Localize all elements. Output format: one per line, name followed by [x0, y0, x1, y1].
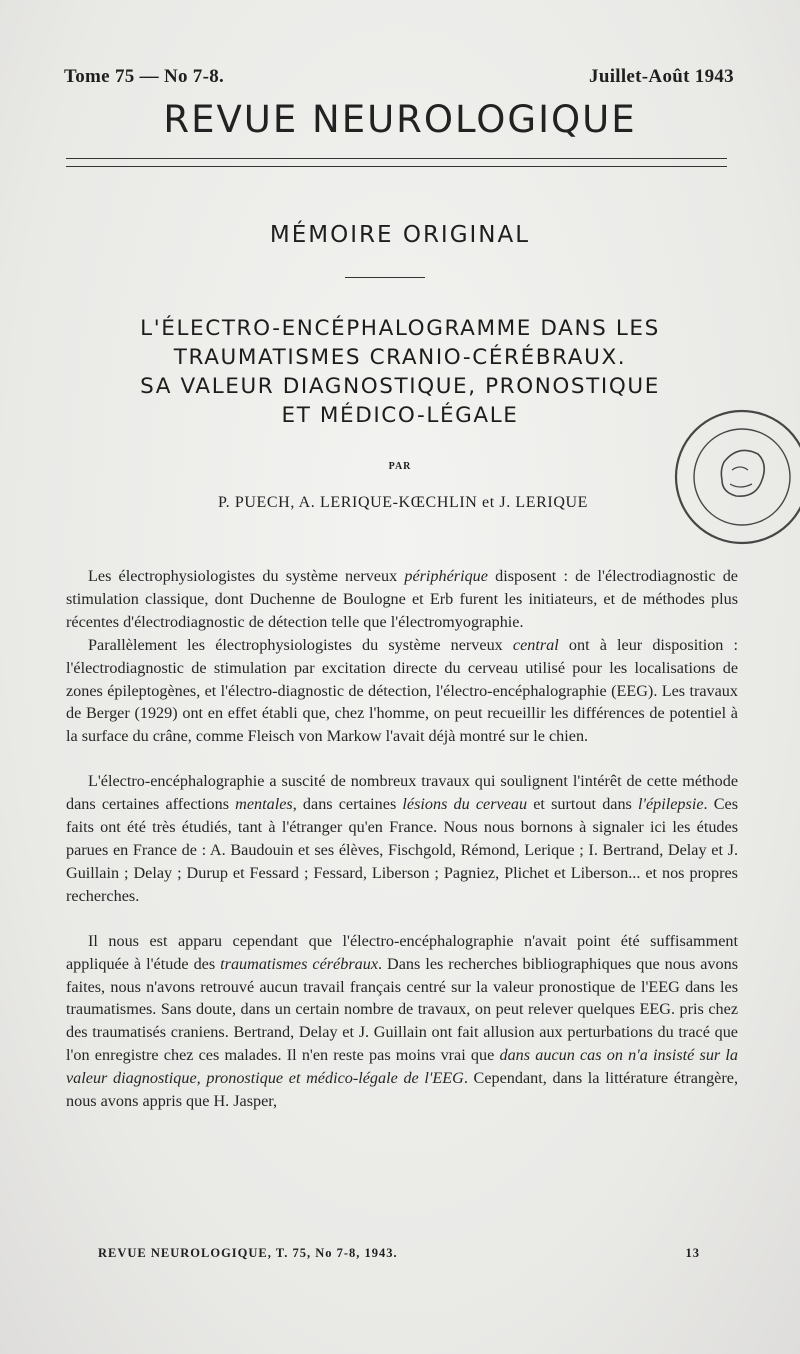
paragraph: Les électrophysiologistes du système nerveux périphérique disposent : de l'électrodiagnostic de stimulation classique, dont Duchenne de Boulogne et Erb furent les initiateurs, et de méthodes plus récentes d'électrodiagnostic de détection telle que l'électromyographie. — [66, 567, 738, 631]
section-divider — [345, 277, 425, 278]
library-stamp — [672, 392, 800, 562]
page-footer — [98, 1246, 700, 1261]
journal-title: REVUE NEUROLOGIQUE — [163, 98, 637, 141]
section-heading: MÉMOIRE ORIGINAL — [269, 222, 531, 248]
header-rule-top — [66, 158, 727, 159]
footer-citation: REVUE NEUROLOGIQUE, T. 75, No 7-8, 1943. — [98, 1246, 398, 1260]
by-label: PAR — [388, 461, 412, 472]
header-rule-bottom — [66, 166, 727, 167]
volume-number: Tome 75 — No 7-8. — [64, 66, 225, 87]
article-body — [66, 565, 738, 1113]
title-line: SA VALEUR DIAGNOSTIQUE, PRONOSTIQUE — [140, 374, 660, 399]
title-line: ET MÉDICO-LÉGALE — [281, 403, 519, 428]
title-line: L'ÉLECTRO-ENCÉPHALOGRAMME DANS LES — [140, 316, 660, 341]
paragraph: Parallèlement les électrophysiologistes du système nerveux central ont à leur disposition : l'électrodiagnostic de stimulation par excitation directe du cerveau utilisé pour les localisations de zones épileptogènes, et l'électro-diagnostic de détection, l'électro-encéphalographie (EEG). Les travaux de Berger (1929) ont en effet établi que, chez l'homme, on peut recueillir les différences de potentiel à la surface du crâne, comme Fleisch von Markow l'avait déjà montré sur le chien. — [66, 635, 739, 746]
issue-header — [64, 66, 734, 88]
page-number: 13 — [685, 1246, 700, 1260]
title-line: TRAUMATISMES CRANIO-CÉRÉBRAUX. — [173, 345, 627, 370]
article-title — [60, 314, 740, 430]
authors: P. PUECH, A. LERIQUE-KŒCHLIN et J. LERIQUE — [217, 494, 589, 511]
paragraph: Il nous est apparu cependant que l'électro-encéphalographie n'avait point été suffisamment appliquée à l'étude des traumatismes cérébraux. Dans les recherches bibliographiques que nous avons faites, nous n'avons retrouvé aucun travail français centré sur la valeur pronostique de l'EEG dans les traumatismes. Sans doute, dans un certain nombre de travaux, on peut relever quelques EEG. pris chez des traumatisés craniens. Bertrand, Delay et J. Guillain ont fait allusion aux perturbations du tracé que l'on enregistre chez ces malades. Il n'en reste pas moins vrai que dans aucun cas on n'a insisté sur la valeur diagnostique, pronostique et médico-légale de l'EEG. Cependant, dans la littérature étrangère, nous avons appris que H. Jasper, — [66, 931, 739, 1111]
paragraph: L'électro-encéphalographie a suscité de nombreux travaux qui soulignent l'intérêt de cette méthode dans certaines affections mentales, dans certaines lésions du cerveau et surtout dans l'épilepsie. Ces faits ont été très étudiés, tant à l'étranger qu'en France. Nous nous bornons à signaler ici les études parues en France de : A. Baudouin et ses élèves, Fischgold, Rémond, Lerique ; I. Bertrand, Delay et J. Guillain ; Delay ; Durup et Fessard ; Fessard, Liberson ; Pagniez, Plichet et Liberson... et nos propres recherches. — [66, 772, 738, 905]
issue-date: Juillet-Août 1943 — [589, 66, 734, 87]
